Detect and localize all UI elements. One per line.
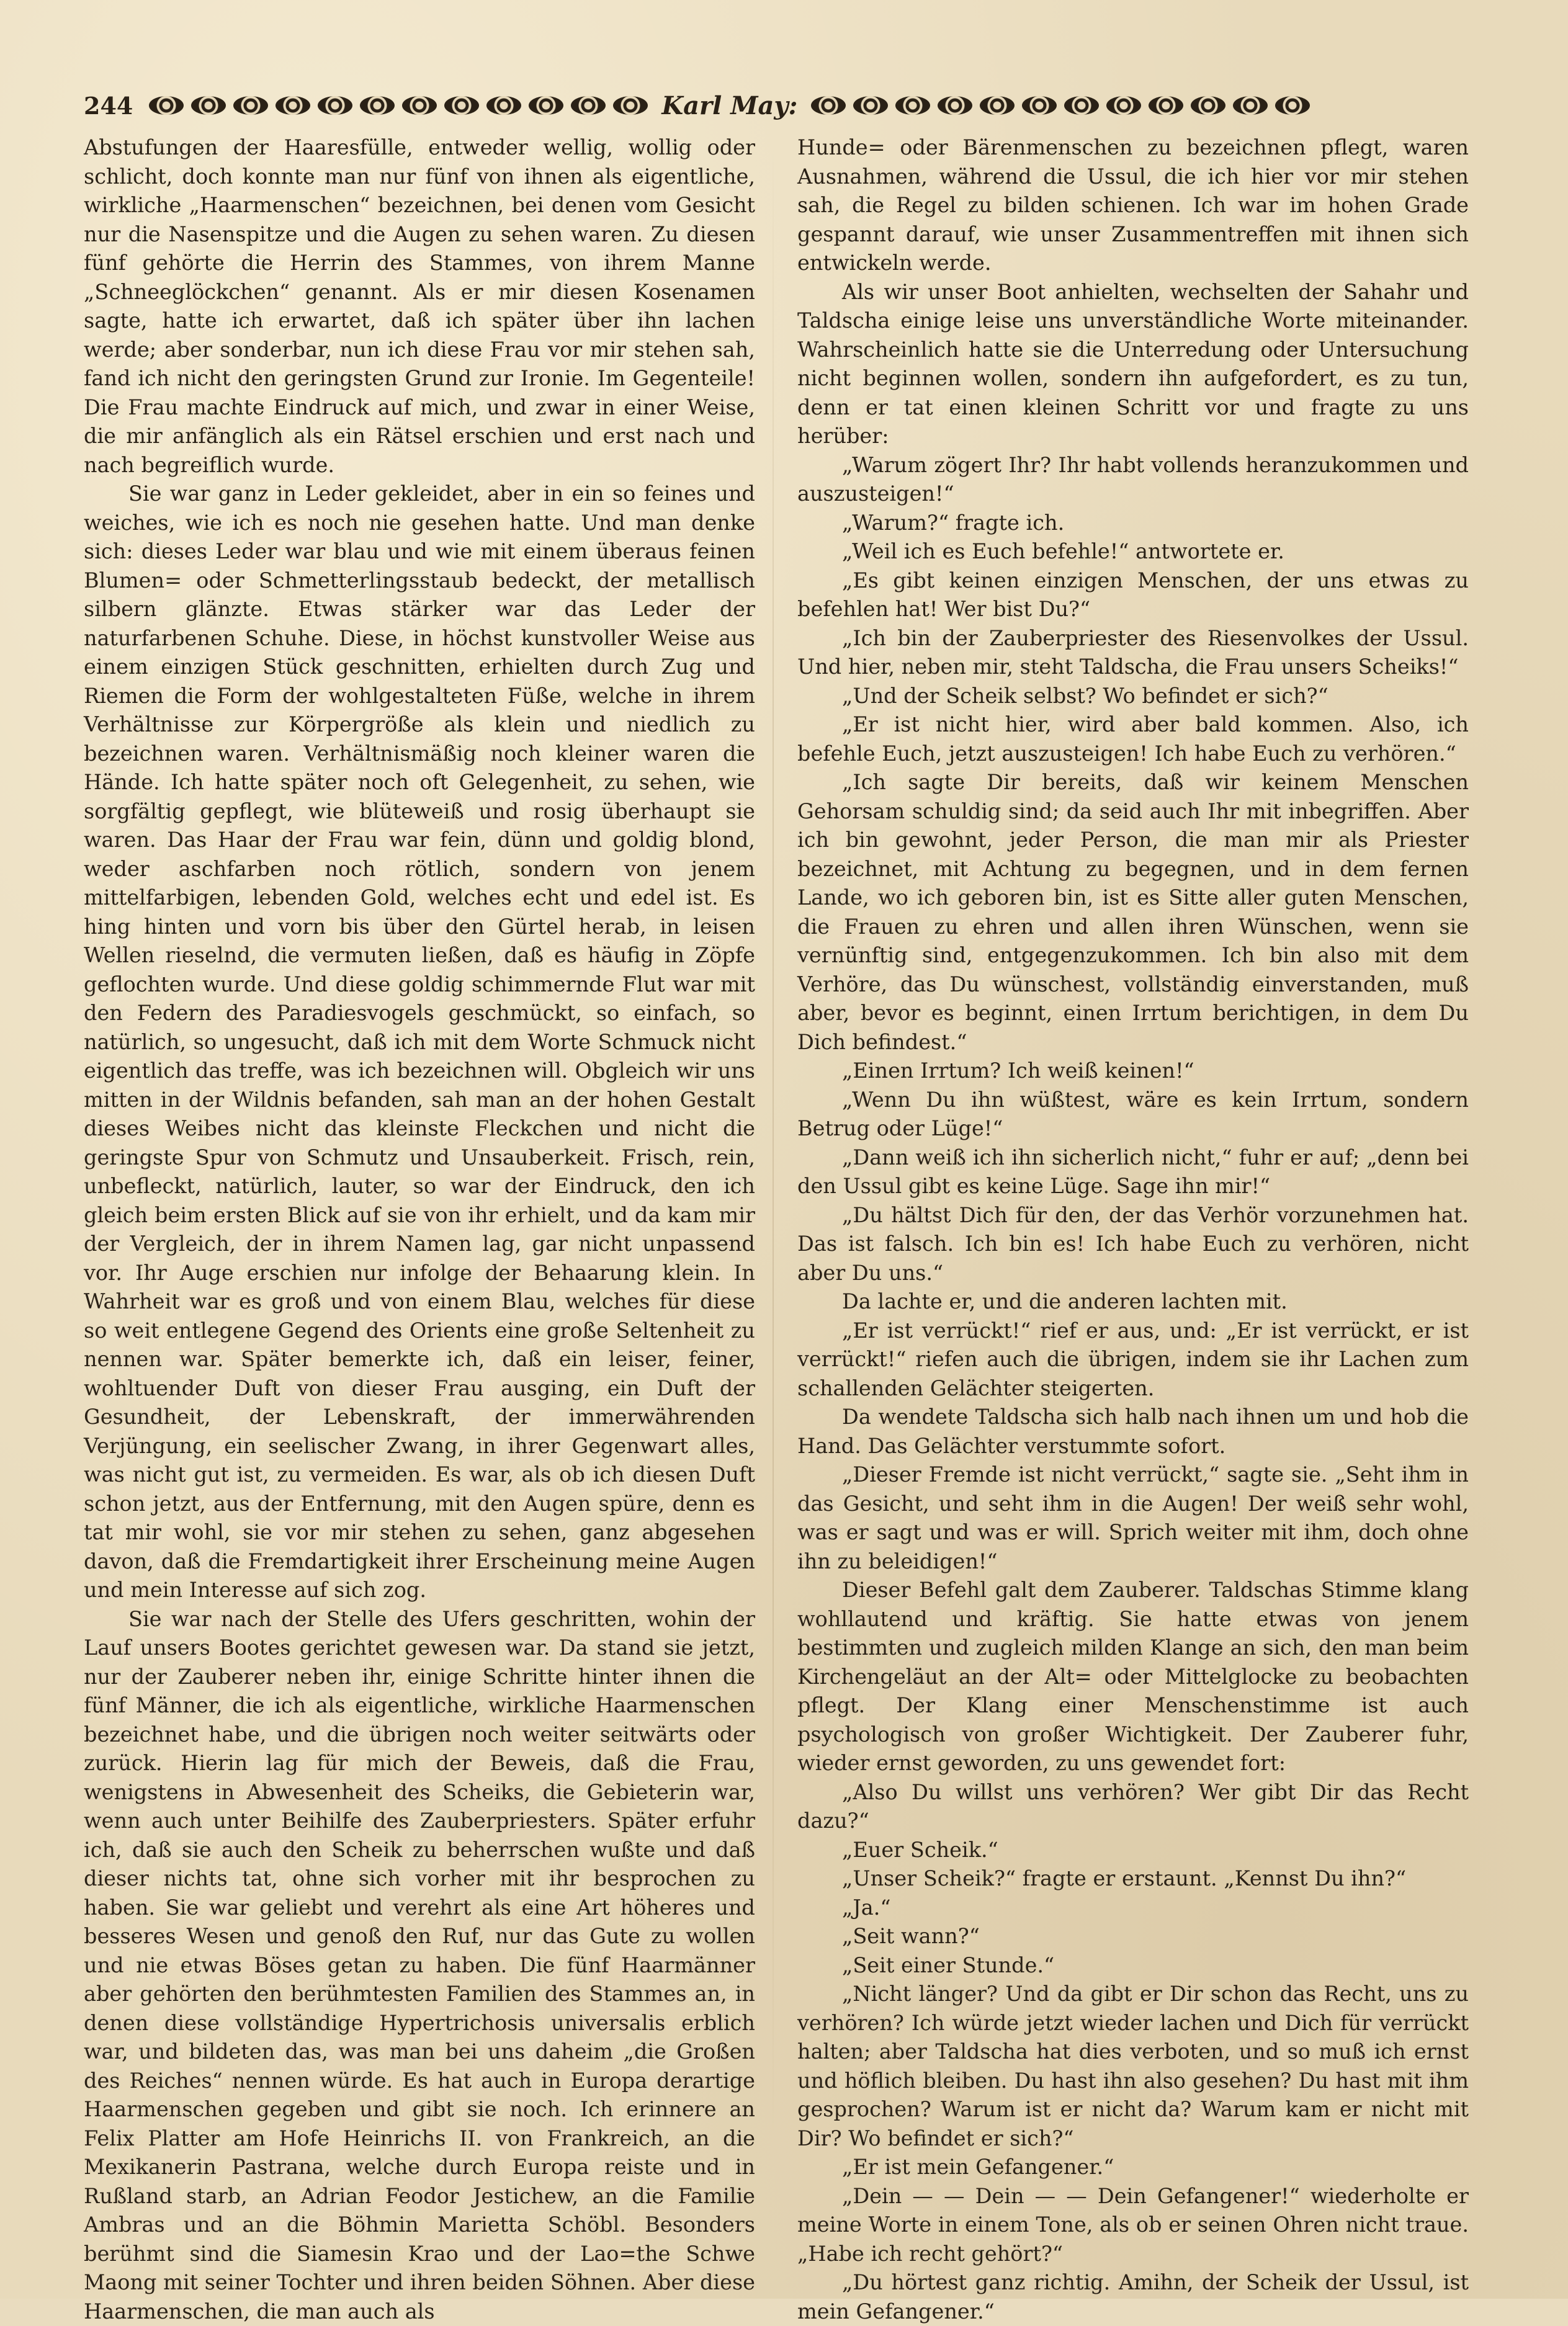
paragraph: Dieser Befehl galt dem Zauberer. Taldschas Stimme klang wohllautend und kräftig. Sie hatte etwas von jenem bestimmten und zugleich milden Klange an sich, den man beim Kirchengeläut an der Alt= oder Mittelglocke zu beobachten pflegt. Der Klang einer Menschenstimme ist auch psychologisch von großer Wichtigkeit. Der Zauberer fuhr, wieder ernst geworden, zu uns gewendet fort: [797,1576,1469,1778]
paragraph: Sie war ganz in Leder gekleidet, aber in ein so feines und weiches, wie ich es noch nie gesehen hatte. Und man denke sich: dieses Leder war blau und wie mit einem überaus feinen Blumen= oder Schmetterlingsstaub bedeckt, der metallisch silbern glänzte. Etwas stärker war das Leder der naturfarbenen Schuhe. Diese, in höchst kunstvoller Weise aus einem einzigen Stück geschnitten, erhielten durch Zug und Riemen die Form der wohlgestalteten Füße, welche in ihrem Verhältnisse zur Körpergröße als klein und niedlich zu bezeichnen waren. Verhältnismäßig noch kleiner waren die Hände. Ich hatte später noch oft Gelegenheit, zu sehen, wie sorgfältig gepflegt, wie blüteweiß und rosig überhaupt sie waren. Das Haar der Frau war fein, dünn und goldig blond, weder aschfarben noch rötlich, sondern von jenem mittelfarbigen, lebenden Gold, welches echt und edel ist. Es hing hinten und vorn bis über den Gürtel herab, in leisen Wellen rieselnd, die vermuten ließen, daß es häufig in Zöpfe geflochten wurde. Und diese goldig schimmernde Flut war mit den Federn des Paradiesvogels geschmückt, so einfach, so natürlich, so ungesucht, daß ich mit dem Worte Schmuck nicht eigentlich das treffe, was ich bezeichnen will. Obgleich wir uns mitten in der Wildnis befanden, sah man an der hohen Gestalt dieses Weibes nicht das kleinste Fleckchen und nicht die geringste Spur von Schmutz und Unsauberkeit. Frisch, rein, unbefleckt, natürlich, lauter, so war der Eindruck, den ich gleich beim ersten Blick auf sie von ihr erhielt, und da kam mir der Vergleich, der in ihrem Namen lag, gar nicht unpassend vor. Ihr Auge erschien nur infolge der Behaarung klein. In Wahrheit war es groß und von einem Blau, welches für diese so weit entlegene Gegend des Orients eine große Seltenheit zu nennen war. Später bemerkte ich, daß ein leiser, feiner, wohltuender Duft von dieser Frau ausging, ein Duft der Gesundheit, der Lebenskraft, der immerwährenden Verjüngung, ein seelischer Zwang, in ihrer Gegenwart alles, was nicht gut ist, zu vermeiden. Es war, als ob ich diesen Duft schon jetzt, aus der Entfernung, mit den Augen spüre, denn es tat mir wohl, sie vor mir stehen zu sehen, ganz abgesehen davon, daß die Fremdartigkeit ihrer Erscheinung meine Augen und mein Interesse auf sich zog. [84,480,755,1605]
paragraph: „Warum?“ fragte ich. [797,509,1469,538]
paragraph: „Seit einer Stunde.“ [797,1951,1469,1980]
paragraph: Da lachte er, und die anderen lachten mit. [797,1287,1469,1317]
paragraph: „Ich sagte Dir bereits, daß wir keinem Menschen Gehorsam schuldig sind; da seid auch Ihr mit inbegriffen. Aber ich bin gewohnt, jeder Person, die man mir als Priester bezeichnet, mit Achtung zu begegnen, und in dem fernen Lande, wo ich geboren bin, ist es Sitte aller guten Menschen, die Frauen zu ehren und allen ihren Wünschen, wenn sie vernünftig sind, entgegenzukommen. Ich bin also mit dem Verhöre, das Du wünschest, vollständig einverstanden, muß aber, bevor es beginnt, einen Irrtum berichtigen, in dem Du Dich befindest.“ [797,768,1469,1057]
paragraph: „Ja.“ [797,1894,1469,1923]
paragraph: „Er ist nicht hier, wird aber bald kommen. Also, ich befehle Euch, jetzt auszusteigen! Ich habe Euch zu verhören.“ [797,710,1469,768]
paragraph: „Einen Irrtum? Ich weiß keinen!“ [797,1057,1469,1086]
paragraph: „Er ist mein Gefangener.“ [797,2153,1469,2182]
paragraph: Abstufungen der Haaresfülle, entweder wellig, wollig oder schlicht, doch konnte man nur fünf von ihnen als eigentliche, wirkliche „Haarmenschen“ bezeichnen, bei denen vom Gesicht nur die Nasenspitze und die Augen zu sehen waren. Zu diesen fünf gehörte die Herrin des Stammes, von ihrem Manne „Schneeglöckchen“ genannt. Als er mir diesen Kosenamen sagte, hatte ich erwartet, daß ich später über ihn lachen werde; aber sonderbar, nun ich diese Frau vor mir stehen sah, fand ich nicht den geringsten Grund zur Ironie. Im Gegenteile! Die Frau machte Eindruck auf mich, und zwar in einer Weise, die mir anfänglich als ein Rätsel erschien und erst nach und nach begreiflich wurde. [84,133,755,480]
paragraph: „Weil ich es Euch befehle!“ antwortete er. [797,537,1469,566]
text-column-right [797,133,1469,2326]
text-column-left [84,133,755,2326]
paragraph: „Du hörtest ganz richtig. Amihn, der Scheik der Ussul, ist mein Gefangener.“ [797,2268,1469,2326]
column-gutter [773,133,774,2144]
paragraph: „Also Du willst uns verhören? Wer gibt Dir das Recht dazu?“ [797,1778,1469,1836]
paragraph: „Warum zögert Ihr? Ihr habt vollends heranzukommen und auszusteigen!“ [797,451,1469,509]
paragraph: „Dann weiß ich ihn sicherlich nicht,“ fuhr er auf; „denn bei den Ussul gibt es keine Lüge. Sage ihn mir!“ [797,1143,1469,1201]
paragraph: Da wendete Taldscha sich halb nach ihnen um und hob die Hand. Das Gelächter verstummte sofort. [797,1403,1469,1460]
paragraph: „Ich bin der Zauberpriester des Riesenvolkes der Ussul. Und hier, neben mir, steht Taldscha, die Frau unsers Scheiks!“ [797,624,1469,682]
paragraph: „Du hältst Dich für den, der das Verhör vorzunehmen hat. Das ist falsch. Ich bin es! Ich habe Euch zu verhören, nicht aber Du uns.“ [797,1201,1469,1288]
paragraph: „Nicht länger? Und da gibt er Dir schon das Recht, uns zu verhören? Ich würde jetzt wieder lachen und Dich für verrückt halten; aber Taldscha hat dies verboten, und so muß ich ernst und höflich bleiben. Du hast ihn also gesehen? Du hast mit ihm gesprochen? Warum ist er nicht da? Warum kam er nicht mit Dir? Wo befindet er sich?“ [797,1980,1469,2153]
paragraph: Hunde= oder Bärenmenschen zu bezeichnen pflegt, waren Ausnahmen, während die Ussul, die ich hier vor mir stehen sah, die Regel zu bilden schienen. Ich war im hohen Grade gespannt darauf, wie unser Zusammentreffen mit ihnen sich entwickeln werde. [797,133,1469,278]
paragraph: „Seit wann?“ [797,1922,1469,1951]
header-ornament-left [149,96,648,115]
paragraph: Als wir unser Boot anhielten, wechselten der Sahahr und Taldscha einige leise uns unverständliche Worte miteinander. Wahrscheinlich hatte sie die Unterredung oder Untersuchung nicht beginnen wollen, sondern ihn aufgefordert, es zu tun, denn er tat einen kleinen Schritt vor und fragte zu uns herüber: [797,278,1469,451]
paragraph: „Dieser Fremde ist nicht verrückt,“ sagte sie. „Seht ihm in das Gesicht, und seht ihm in die Augen! Der weiß sehr wohl, was er sagt und was er will. Sprich weiter mit ihm, doch ohne ihn zu beleidigen!“ [797,1460,1469,1576]
page-header [84,84,1471,127]
paragraph: „Er ist verrückt!“ rief er aus, und: „Er ist verrückt, er ist verrückt!“ riefen auch die übrigen, indem sie ihr Lachen zum schallenden Gelächter steigerten. [797,1317,1469,1403]
paragraph: „Unser Scheik?“ fragte er erstaunt. „Kennst Du ihn?“ [797,1864,1469,1894]
paragraph: „Dein — — Dein — — Dein Gefangener!“ wiederholte er meine Worte in einem Tone, als ob er seinen Ohren nicht traue. „Habe ich recht gehört?“ [797,2182,1469,2269]
paragraph: „Und der Scheik selbst? Wo befindet er sich?“ [797,682,1469,711]
running-title: Karl May: [661,91,797,120]
paragraph: Sie war nach der Stelle des Ufers geschritten, wohin der Lauf unsers Bootes gerichtet gewesen war. Da stand sie jetzt, nur der Zauberer neben ihr, einige Schritte hinter ihnen die fünf Männer, die ich als eigentliche, wirkliche Haarmenschen bezeichnet habe, und die übrigen noch weiter seitwärts oder zurück. Hierin lag für mich der Beweis, daß die Frau, wenigstens in Abwesenheit des Scheiks, die Gebieterin war, wenn auch unter Beihilfe des Zauberpriesters. Später erfuhr ich, daß sie auch den Scheik zu beherrschen wußte und daß dieser nichts tat, ohne sich vorher mit ihr besprochen zu haben. Sie war geliebt und verehrt als eine Art höheres und besseres Wesen und genoß den Ruf, nur das Gute zu wollen und nie etwas Böses getan zu haben. Die fünf Haarmänner aber gehörten den berühmtesten Familien des Stammes an, in denen diese vollständige Hypertrichosis universalis erblich war, und bildeten das, was man bei uns daheim „die Großen des Reiches“ nennen würde. Es hat auch in Europa derartige Haarmenschen gegeben und gibt sie noch. Ich erinnere an Felix Platter am Hofe Heinrichs II. von Frankreich, an die Mexikanerin Pastrana, welche durch Europa reiste und in Rußland starb, an Adrian Feodor Jestichew, an die Familie Ambras und an die Böhmin Marietta Schöbl. Besonders berühmt sind die Siamesin Krao und der Lao=the Schwe Maong mit seiner Tochter und ihren beiden Söhnen. Aber diese Haarmenschen, die man auch als [84,1605,755,2326]
header-ornament-right [811,96,1310,115]
paragraph: „Euer Scheik.“ [797,1836,1469,1865]
paragraph: „Wenn Du ihn wüßtest, wäre es kein Irrtum, sondern Betrug oder Lüge!“ [797,1086,1469,1143]
page-number: 244 [84,92,133,120]
paragraph: „Es gibt keinen einzigen Menschen, der uns etwas zu befehlen hat! Wer bist Du?“ [797,566,1469,624]
